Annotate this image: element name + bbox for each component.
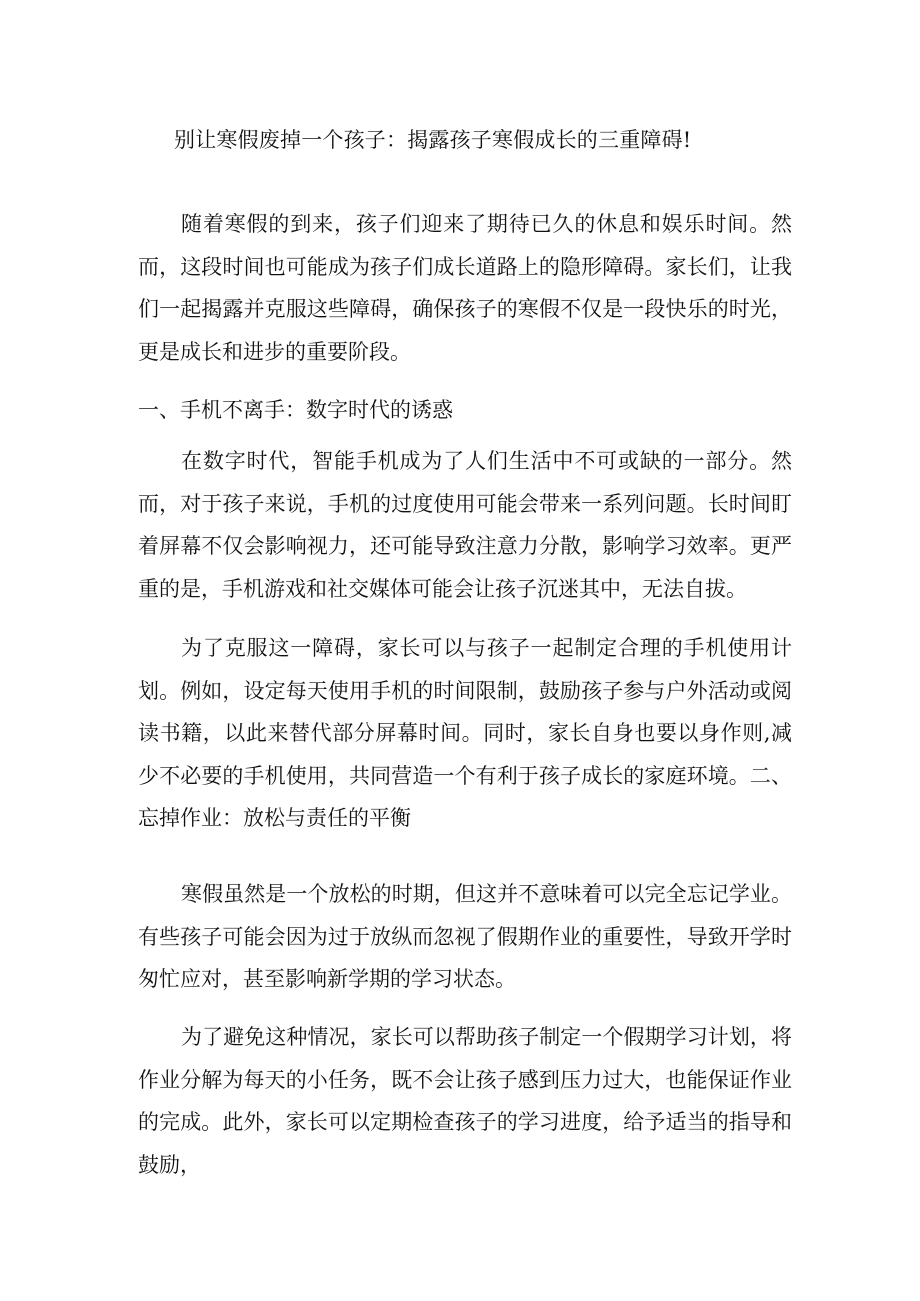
section-1-heading: 一、手机不离手：数字时代的诱惑 [138,398,453,422]
section-1-paragraph-1: 在数字时代，智能手机成为了人们生活中不可或缺的一部分。然而，对于孩子来说，手机的过度使用可能会带来一系列问题。长时间盯着屏幕不仅会影响视力，还可能导致注意力分散，影响学习效率。更严重的是，手机游戏和社交媒体可能会让孩子沉迷其中，无法自拔。 [138,449,792,601]
section-2-paragraph-2: 为了避免这种情况，家长可以帮助孩子制定一个假期学习计划，将作业分解为每天的小任务，既不会让孩子感到压力过大，也能保证作业的完成。此外，家长可以定期检查孩子的学习进度，给予适当的指导和鼓励， [138,1025,792,1177]
document-title: 别让寒假废掉一个孩子：揭露孩子寒假成长的三重障碍! [174,128,692,152]
intro-paragraph: 随着寒假的到来，孩子们迎来了期待已久的休息和娱乐时间。然而，这段时间也可能成为孩子们成长道路上的隐形障碍。家长们，让我们一起揭露并克服这些障碍，确保孩子的寒假不仅是一段快乐的时光，更是成长和进步的重要阶段。 [138,212,792,364]
section-2-paragraph-1: 寒假虽然是一个放松的时期，但这并不意味着可以完全忘记学业。有些孩子可能会因为过于放纵而忽视了假期作业的重要性，导致开学时匆忙应对，甚至影响新学期的学习状态。 [138,882,792,991]
section-1-paragraph-2: 为了克服这一障碍，家长可以与孩子一起制定合理的手机使用计划。例如，设定每天使用手机的时间限制，鼓励孩子参与户外活动或阅读书籍，以此来替代部分屏幕时间。同时，家长自身也要以身作则,减少不必要的手机使用，共同营造一个有利于孩子成长的家庭环境。二、忘掉作业：放松与责任的平衡 [138,636,792,830]
